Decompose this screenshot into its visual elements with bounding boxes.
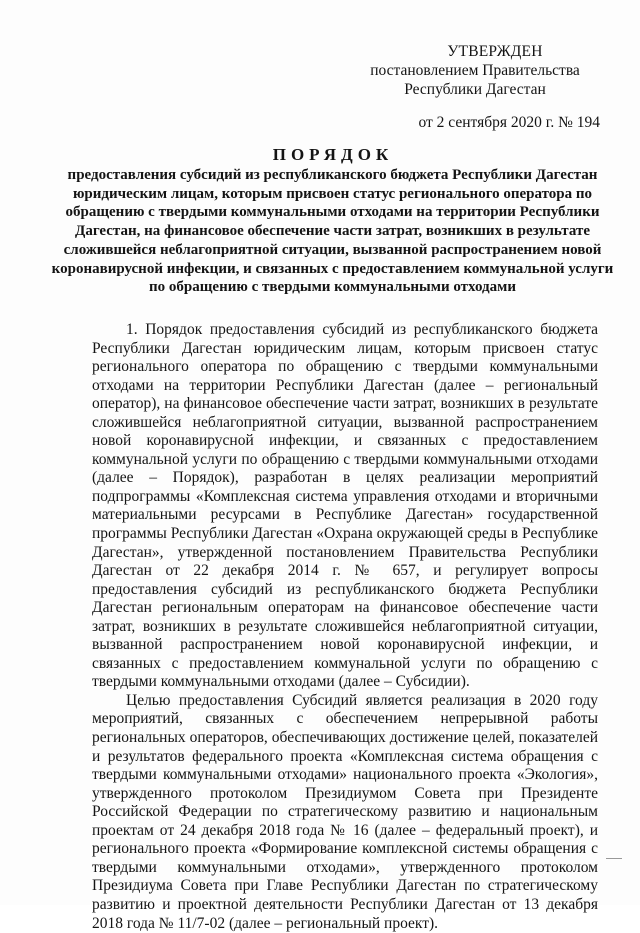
- scan-artifact: [606, 858, 622, 859]
- approval-line-2: Республики Дагестан: [404, 81, 546, 98]
- document-subtitle: предоставления субсидий из республиканского бюджета Республики Дагестан юридическим лицам, которым присвоен статус регионального оператора по обращению с твердыми коммунальными отходами на территории Республики Дагестан, на финансовое обеспечение части затрат, возникших в результате сложившейся неблагоприятной ситуации, вызванной распространением новой коронавирусной инфекции, и связанных с предоставлением коммунальной услуги по обращению с твердыми коммунальными отходами: [51, 167, 614, 296]
- approved-heading: УТВЕРЖДЕН: [447, 43, 543, 60]
- paragraph-1: 1. Порядок предоставления субсидий из республиканского бюджета Республики Дагестан юридическим лицам, которым присвоен статус регионального оператора по обращению с твердыми коммунальными отходами на территории Республики Дагестан (далее – региональный оператор), на финансовое обеспечение части затрат, возникших в результате сложившейся неблагоприятной ситуации, вызванной распространением новой коронавирусной инфекции, и связанных с предоставлением коммунальной услуги по обращению с твердыми коммунальными отходами (далее – Порядок), разработан в целях реализации мероприятий подпрограммы «Комплексная система управления отходами и вторичными материальными ресурсами в Республике Дагестан» государственной программы Республики Дагестан «Охрана окружающей среды в Республике Дагестан», утвержденной постановлением Правительства Республики Дагестан от 22 декабря 2014 г. № 657, и регулирует вопросы предоставления субсидий из республиканского бюджета Республики Дагестан региональным операторам на финансовое обеспечение части затрат, возникших в результате сложившейся неблагоприятной ситуации, вызванной распространением новой коронавирусной инфекции, и связанных с предоставлением коммунальной услуги по обращению с твердыми коммунальными отходами (далее – Субсидии).: [92, 321, 598, 691]
- document-body: [92, 321, 598, 933]
- document-title: ПОРЯДОК: [272, 145, 394, 164]
- approval-line-1: постановлением Правительства: [370, 62, 580, 79]
- paragraph-2: Целью предоставления Субсидий является реализация в 2020 году мероприятий, связанных с обеспечением непрерывной работы региональных операторов, обеспечивающих достижение целей, показателей и результатов федерального проекта «Комплексная система обращения с твердыми коммунальными отходами» национального проекта «Экология», утвержденного протоколом Президиумом Совета при Президенте Российской Федерации по стратегическому развитию и национальным проектам от 24 декабря 2018 года № 16 (далее – федеральный проект), и регионального проекта «Формирование комплексной системы обращения с твердыми коммунальными отходами», утвержденного протоколом Президиума Совета при Главе Республики Дагестан по стратегическому развитию и проектной деятельности Республики Дагестан от 13 декабря 2018 года № 11/7-02 (далее – региональный проект).: [92, 691, 598, 932]
- approval-stamp: [350, 42, 600, 132]
- decree-date-number: от 2 сентября 2020 г. № 194: [418, 114, 600, 131]
